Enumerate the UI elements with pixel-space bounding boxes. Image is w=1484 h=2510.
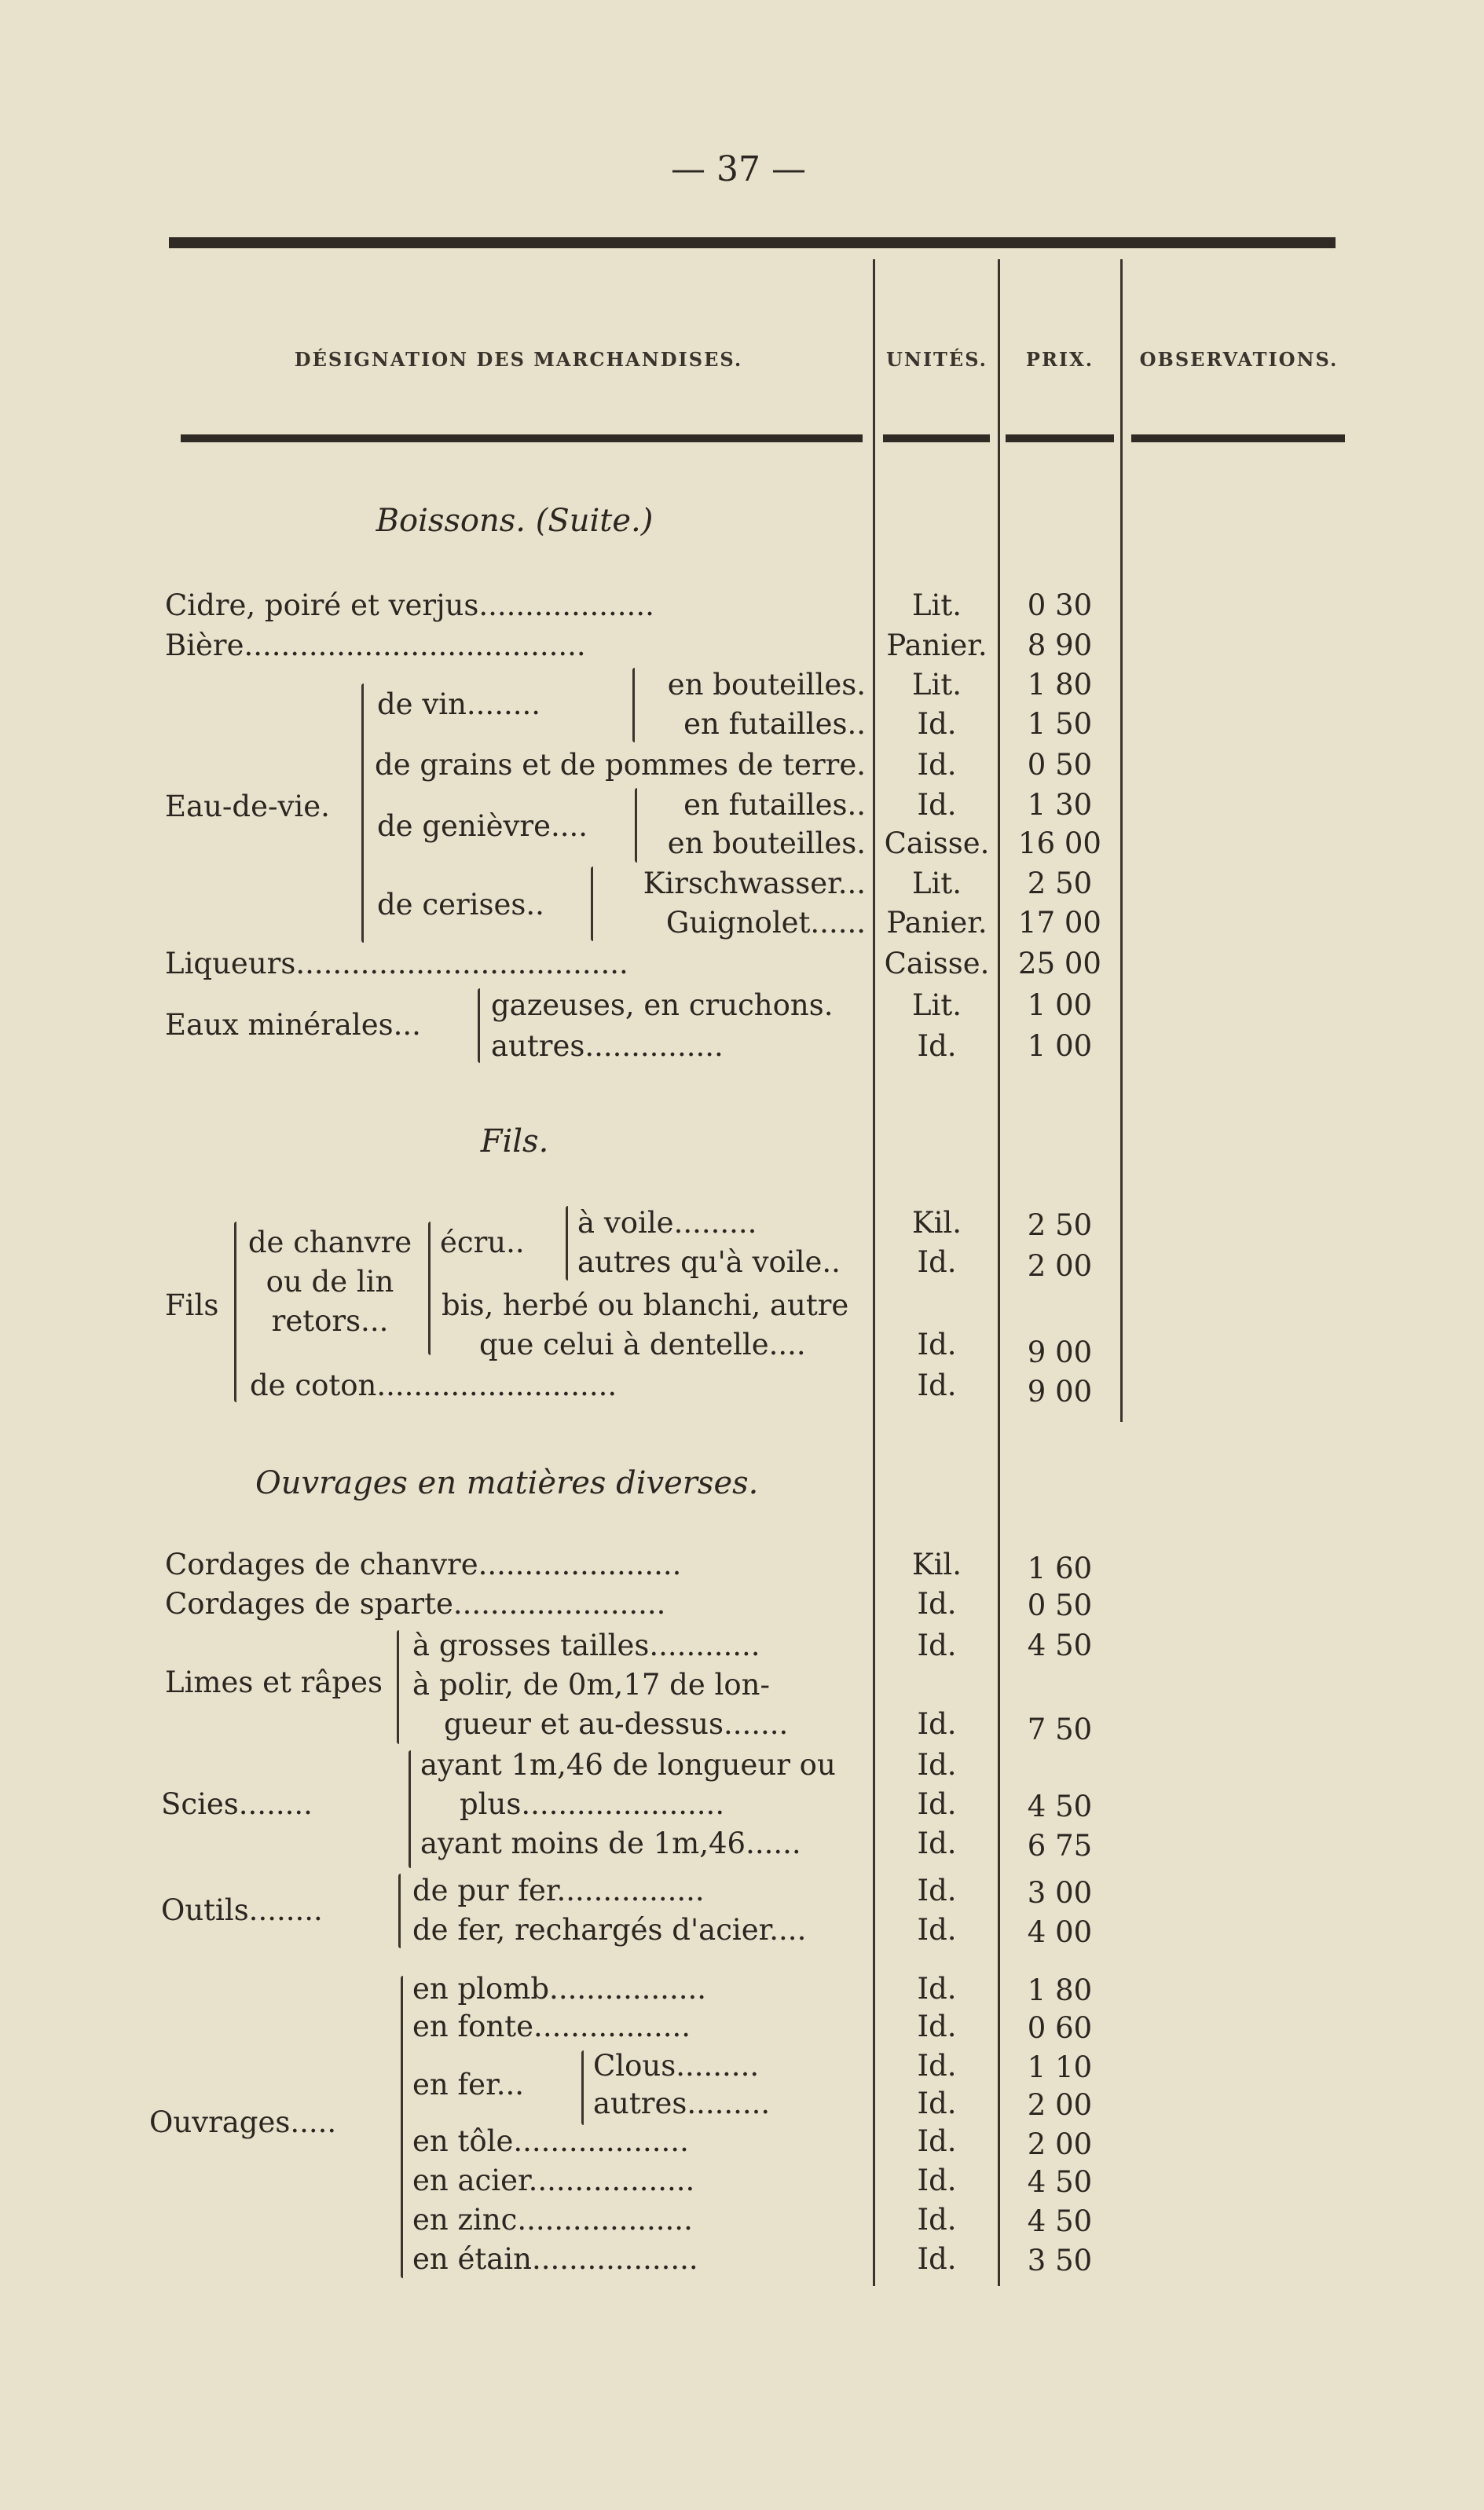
price-cell: 6 75	[1027, 1829, 1093, 1863]
unit-cell: Id.	[917, 1245, 957, 1279]
item-label: gueur et au-dessus.......	[444, 1707, 789, 1741]
unit-cell: Id.	[917, 788, 957, 822]
price-cell: 2 00	[1027, 1249, 1093, 1283]
item-label: en acier..................	[412, 2164, 695, 2197]
price-cell: 4 50	[1027, 2204, 1093, 2238]
unit-cell: Kil.	[911, 1548, 962, 1581]
brace	[409, 1750, 411, 1868]
brace	[398, 1874, 401, 1948]
unit-cell: Id.	[917, 1874, 957, 1907]
unit-cell: Id.	[917, 1328, 957, 1361]
item-label: Bière.....................................	[165, 628, 586, 662]
item-label: en fonte.................	[412, 2010, 691, 2043]
unit-cell: Id.	[917, 1629, 957, 1662]
price-cell: 25 00	[1018, 947, 1101, 980]
unit-cell: Id.	[917, 748, 957, 782]
price-cell: 7 50	[1027, 1713, 1093, 1746]
price-cell: 1 00	[1027, 988, 1093, 1022]
item-label: en bouteilles.	[667, 826, 866, 860]
item-label: autres...............	[491, 1029, 724, 1063]
item-label: à grosses tailles............	[412, 1629, 760, 1662]
price-cell: 1 80	[1027, 1973, 1093, 2007]
item-label: Cordages de chanvre......................	[165, 1548, 682, 1581]
price-cell: 4 00	[1027, 1915, 1093, 1949]
price-cell: 2 50	[1027, 1208, 1093, 1242]
price-cell: 17 00	[1018, 906, 1101, 940]
item-label: gazeuses, en cruchons.	[491, 988, 834, 1022]
header-rule	[181, 434, 863, 442]
price-cell: 3 50	[1027, 2244, 1093, 2277]
price-cell: 2 00	[1027, 2088, 1093, 2122]
price-cell: 1 60	[1027, 1552, 1093, 1585]
price-cell: 2 50	[1027, 867, 1093, 900]
item-label: Kirschwasser...	[643, 867, 866, 900]
column-divider	[998, 259, 1000, 2286]
item-label: en zinc...................	[412, 2203, 693, 2237]
price-cell: 1 80	[1027, 668, 1093, 702]
brace	[428, 1222, 431, 1355]
price-cell: 1 00	[1027, 1029, 1093, 1063]
item-label: en bouteilles.	[667, 668, 866, 702]
item-label: autres.........	[593, 2087, 771, 2120]
unit-cell: Id.	[917, 2164, 957, 2197]
unit-cell: Id.	[917, 1587, 957, 1621]
price-cell: 2 00	[1027, 2127, 1093, 2161]
header-prix: PRIX.	[1025, 348, 1094, 371]
item-label: autres qu'à voile..	[577, 1245, 841, 1279]
group-label-scies: Scies........	[161, 1787, 313, 1821]
unit-cell: Id.	[917, 707, 957, 741]
item-label: en futailles..	[683, 788, 866, 822]
unit-cell: Id.	[917, 1029, 957, 1063]
item-label: Cordages de sparte.......................	[165, 1587, 666, 1621]
item-label: ayant 1m,46 de longueur ou	[420, 1748, 836, 1782]
item-label: que celui à dentelle....	[479, 1328, 806, 1361]
unit-cell: Id.	[917, 1748, 957, 1782]
price-cell: 16 00	[1018, 826, 1101, 860]
price-cell: 8 90	[1027, 628, 1093, 662]
price-cell: 0 50	[1027, 748, 1093, 782]
page-number: — 37 —	[671, 149, 806, 189]
subgroup-label: de chanvre	[247, 1226, 412, 1259]
subgroup-label: de vin........	[377, 687, 540, 721]
price-cell: 4 50	[1027, 1629, 1093, 1662]
unit-cell: Id.	[917, 2087, 957, 2120]
item-label: Liqueurs....................................	[165, 947, 628, 980]
header-rule	[1131, 434, 1345, 442]
header-designation: DÉSIGNATION DES MARCHANDISES.	[294, 348, 743, 371]
unit-cell: Id.	[917, 2049, 957, 2083]
unit-cell: Lit.	[911, 988, 962, 1022]
unit-cell: Id.	[917, 1787, 957, 1821]
brace	[401, 1976, 403, 2278]
section-title-boissons: Boissons. (Suite.)	[376, 503, 654, 539]
header-rule	[883, 434, 990, 442]
brace	[478, 988, 480, 1063]
header-observations: OBSERVATIONS.	[1139, 348, 1339, 371]
unit-cell: Id.	[917, 2124, 957, 2158]
unit-cell: Id.	[917, 1972, 957, 2006]
item-label: de grains et de pommes de terre.	[375, 748, 866, 782]
unit-cell: Id.	[917, 2242, 957, 2276]
unit-cell: Caisse.	[884, 826, 990, 860]
unit-cell: Id.	[917, 1827, 957, 1860]
column-divider	[1120, 259, 1123, 1422]
unit-cell: Panier.	[886, 628, 988, 662]
header-unites: UNITÉS.	[885, 348, 988, 371]
subgroup-label: de genièvre....	[377, 809, 588, 843]
price-cell: 1 50	[1027, 707, 1093, 741]
section-title-ouvrages: Ouvrages en matières diverses.	[255, 1465, 759, 1501]
item-label: Clous.........	[593, 2049, 760, 2083]
price-cell: 0 50	[1027, 1588, 1093, 1622]
item-label: Guignolet......	[665, 906, 866, 940]
group-label-eaux-minerales: Eaux minérales...	[165, 1008, 421, 1042]
brace	[397, 1630, 399, 1744]
item-label: de fer, rechargés d'acier....	[412, 1913, 807, 1947]
item-label: en étain..................	[412, 2242, 698, 2276]
price-cell: 4 50	[1027, 1790, 1093, 1823]
group-label-limes: Limes et râpes	[165, 1665, 383, 1699]
group-label-outils: Outils........	[161, 1893, 323, 1927]
header-rule	[1006, 434, 1114, 442]
brace	[581, 2050, 584, 2125]
item-label: en futailles..	[683, 707, 866, 741]
subgroup-label: ou de lin	[266, 1265, 394, 1299]
item-label: plus......................	[460, 1787, 725, 1821]
column-divider	[873, 259, 875, 2286]
unit-cell: Id.	[917, 1913, 957, 1947]
unit-cell: Id.	[917, 1707, 957, 1741]
item-label: bis, herbé ou blanchi, autre	[442, 1288, 849, 1322]
group-label-ouvrages: Ouvrages.....	[149, 2105, 337, 2139]
subgroup-label: retors...	[271, 1304, 389, 1338]
price-cell: 1 10	[1027, 2050, 1093, 2084]
brace	[361, 683, 364, 943]
price-cell: 4 50	[1027, 2165, 1093, 2199]
item-label: à polir, de 0m,17 de lon-	[412, 1668, 770, 1702]
item-label: en tôle...................	[412, 2124, 689, 2158]
group-label-fils: Fils	[165, 1288, 219, 1322]
group-label-eau-de-vie: Eau-de-vie.	[165, 790, 330, 823]
price-cell: 0 30	[1027, 588, 1093, 622]
subgroup-label: écru..	[440, 1226, 525, 1259]
item-label: ayant moins de 1m,46......	[420, 1827, 801, 1860]
unit-cell: Id.	[917, 2203, 957, 2237]
price-cell: 9 00	[1027, 1336, 1093, 1369]
top-rule	[169, 237, 1336, 248]
price-cell: 1 30	[1027, 788, 1093, 822]
item-label: Cidre, poiré et verjus...................	[165, 588, 654, 622]
unit-cell: Id.	[917, 2010, 957, 2043]
unit-cell: Lit.	[911, 668, 962, 702]
subgroup-label: en fer...	[412, 2068, 524, 2101]
price-cell: 3 00	[1027, 1876, 1093, 1910]
price-cell: 9 00	[1027, 1375, 1093, 1409]
unit-cell: Panier.	[886, 906, 988, 940]
price-cell: 0 60	[1027, 2011, 1093, 2045]
unit-cell: Lit.	[911, 588, 962, 622]
item-label: de pur fer................	[412, 1874, 705, 1907]
unit-cell: Id.	[917, 1369, 957, 1402]
brace	[566, 1206, 568, 1281]
unit-cell: Kil.	[911, 1206, 962, 1240]
section-title-fils: Fils.	[480, 1123, 549, 1160]
item-label: à voile.........	[577, 1206, 757, 1240]
brace	[234, 1222, 236, 1402]
item-label: de coton..........................	[250, 1369, 617, 1402]
unit-cell: Lit.	[911, 867, 962, 900]
item-label: en plomb.................	[412, 1972, 706, 2006]
subgroup-label: de cerises..	[377, 888, 544, 922]
unit-cell: Caisse.	[884, 947, 990, 980]
